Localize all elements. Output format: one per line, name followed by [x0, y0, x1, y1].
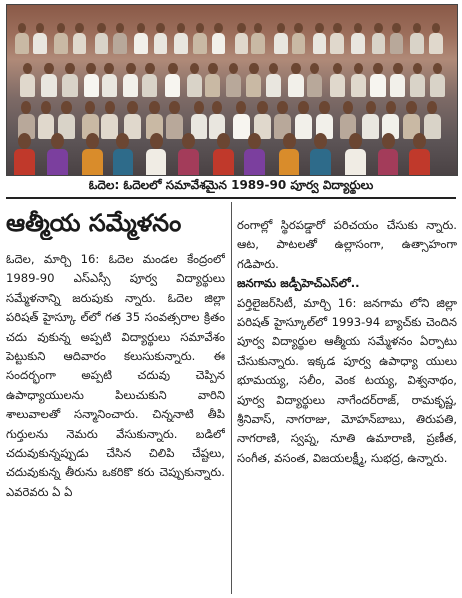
person-head — [413, 133, 426, 149]
person-head — [36, 23, 45, 33]
person-body — [174, 33, 188, 53]
person-head — [236, 101, 247, 114]
person-head — [149, 101, 160, 114]
person-head — [61, 101, 72, 114]
person-body — [378, 149, 399, 176]
person-head — [432, 23, 441, 33]
right-column-para-1: రంగాల్లో స్థిరపడ్డారో పరిచయం చేసుకు న్నారు. ఆట, పాటలతో ఉల్లాసంగా, ఉత్సాహంగా గడిపారు. — [237, 218, 457, 271]
person-head — [190, 63, 200, 74]
person-head — [212, 101, 223, 114]
person-head — [18, 133, 31, 149]
person-head — [127, 101, 138, 114]
person-body — [15, 33, 29, 53]
person-head — [86, 133, 99, 149]
person-body — [187, 74, 202, 97]
person-head — [249, 63, 259, 74]
person-head — [333, 63, 343, 74]
person-head — [41, 101, 52, 114]
person-body — [288, 74, 303, 97]
person-head — [277, 101, 288, 114]
person-head — [75, 23, 84, 33]
person-head — [51, 133, 64, 149]
person-body — [330, 33, 344, 53]
person-head — [105, 101, 116, 114]
person-head — [254, 23, 263, 33]
person-body — [310, 149, 331, 176]
person-head — [257, 101, 268, 114]
person-head — [214, 23, 223, 33]
person-head — [145, 63, 155, 74]
person-body — [345, 149, 366, 176]
person-head — [248, 133, 261, 149]
person-body — [330, 74, 345, 97]
person-body — [14, 149, 35, 176]
person-head — [86, 63, 96, 74]
photo-caption: ఓదెల: ఓదెలలో సమావేశమైన 1989-90 పూర్వ విద్యార్థులు — [88, 178, 374, 192]
person-body — [307, 74, 322, 97]
person-head — [393, 63, 403, 74]
person-head — [169, 101, 180, 114]
person-body — [279, 149, 300, 176]
person-body — [20, 74, 35, 97]
person-body — [33, 33, 47, 53]
article-right-column — [237, 216, 457, 596]
person-body — [166, 114, 183, 139]
person-body — [251, 33, 265, 53]
person-head — [116, 23, 125, 33]
right-column-para-2: పర్తిలైజర్‌సిటీ, మార్చి 16: జనగామ లోని జిల్లా పరిషత్ హైస్కూల్‌లో 1993-94 బ్యాచ్‌కు చెందిన పూర్వ విద్యార్థుల ఆత్మీయ సమ్మేళనం ఏర్పాటు చేసుకున్నారు. ఇక్కడ పూర్వ ఉపాధ్యా యులు భూమయ్య, సలీం, వెంక టయ్య, విశ్వనాథం, పూర్వ విద్యార్థులు నాగేందర్‌రాజ్, రామకృష్ణ, శ్రీనివాస్, నాగరాజు, మోహన్‌బాబు, తిరుపతి, నాగరాణి, స్వప్న, నూతి ఉమారాణి, ప్రణీత, సంగీత, వసంత, విజయలక్ష్మీ, సుభద్ర, ఉన్నారు. — [237, 295, 457, 465]
person-body — [101, 114, 118, 139]
person-body — [274, 33, 288, 53]
person-body — [409, 149, 430, 176]
person-head — [374, 23, 383, 33]
person-body — [113, 33, 127, 53]
person-body — [235, 33, 249, 53]
person-head — [392, 23, 401, 33]
person-head — [433, 63, 443, 74]
person-head — [229, 63, 239, 74]
person-body — [351, 74, 366, 97]
person-head — [294, 23, 303, 33]
person-body — [41, 74, 56, 97]
person-body — [102, 74, 117, 97]
person-body — [134, 33, 148, 53]
person-head — [319, 101, 330, 114]
person-head — [97, 23, 106, 33]
person-body — [82, 149, 103, 176]
person-head — [196, 23, 205, 33]
person-head — [150, 133, 163, 149]
person-head — [208, 63, 218, 74]
person-head — [277, 23, 286, 33]
person-body — [54, 33, 68, 53]
person-body — [410, 33, 424, 53]
person-body — [246, 74, 261, 97]
person-body — [62, 74, 77, 97]
person-head — [382, 133, 395, 149]
group-photo — [6, 4, 458, 176]
person-head — [354, 23, 363, 33]
person-body — [154, 33, 168, 53]
person-head — [217, 133, 230, 149]
person-head — [366, 101, 377, 114]
person-body — [213, 149, 234, 176]
person-body — [390, 74, 405, 97]
person-body — [146, 149, 167, 176]
person-head — [373, 63, 383, 74]
person-body — [429, 33, 443, 53]
person-head — [168, 63, 178, 74]
person-head — [137, 23, 146, 33]
article-left-column — [6, 250, 225, 596]
person-body — [95, 33, 109, 53]
person-head — [427, 101, 438, 114]
person-head — [194, 101, 205, 114]
person-head — [269, 63, 279, 74]
person-body — [390, 33, 404, 53]
person-body — [244, 149, 265, 176]
left-column-text: ఓదెల, మార్చి 16: ఓదెల మండల కేంద్రంలో 1989-90 ఎస్ఎస్సీ పూర్వ విద్యార్థులు సమ్మేళనాన్ని జరుపుకు న్నారు. ఓదెల జిల్లా పరిషత్ హైస్కూ ల్‌లో గత 35 సంవత్సరాల క్రితం చదు వుకున్న అప్పటి విద్యార్థులు సమావేశం పెట్టుకుని ఆదివారం కలుసుకున్నారు. ఈ సందర్భంగా అప్పటి చదువు చెప్పిన ఉపాధ్యాయులను పిలుచుకుని వారిని శాలువాలతో సన్మానించారు. చిన్ననాటి తీపి గుర్తులను నెమరు వేసుకున్నారు. బడిలో చదువుకున్నప్పుడు చేసిన చిలిపి చేష్టలు, చదువుకున్న తీరును ఒకరికొ కరు చెప్పుకున్నారు. ఎవరెవరు ఏ ఏ — [6, 252, 225, 499]
person-head — [406, 101, 417, 114]
person-body — [362, 114, 379, 139]
article-headline: ఆత్మీయ సమ్మేళనం — [6, 209, 182, 237]
person-body — [351, 33, 365, 53]
person-head — [182, 133, 195, 149]
person-head — [104, 63, 114, 74]
person-head — [349, 133, 362, 149]
person-body — [205, 74, 220, 97]
person-head — [291, 63, 301, 74]
person-head — [237, 23, 246, 33]
person-head — [21, 101, 32, 114]
person-body — [73, 33, 87, 53]
person-head — [354, 63, 364, 74]
person-head — [126, 63, 136, 74]
divider-rule — [6, 197, 456, 199]
person-body — [178, 149, 199, 176]
person-head — [44, 63, 54, 74]
person-body — [430, 74, 445, 97]
person-head — [413, 23, 422, 33]
person-head — [413, 63, 423, 74]
person-body — [165, 74, 180, 97]
person-body — [372, 33, 386, 53]
person-head — [57, 23, 66, 33]
person-body — [313, 33, 327, 53]
person-head — [116, 133, 129, 149]
person-body — [113, 149, 134, 176]
person-head — [18, 23, 27, 33]
person-body — [266, 74, 281, 97]
person-body — [295, 114, 312, 139]
person-head — [386, 101, 397, 114]
person-head — [315, 23, 324, 33]
person-body — [292, 33, 306, 53]
person-head — [177, 23, 186, 33]
person-head — [85, 101, 96, 114]
person-head — [343, 101, 354, 114]
person-body — [410, 74, 425, 97]
section-subhead: జనగామ జడ్పీహెచ్ఎస్‌లో.. — [237, 276, 360, 291]
person-body — [193, 33, 207, 53]
person-body — [123, 74, 138, 97]
person-head — [298, 101, 309, 114]
person-head — [283, 133, 296, 149]
person-head — [156, 23, 165, 33]
person-body — [233, 114, 250, 139]
person-body — [370, 74, 385, 97]
person-body — [226, 74, 241, 97]
person-body — [84, 74, 99, 97]
person-body — [212, 33, 226, 53]
person-head — [314, 133, 327, 149]
column-divider — [231, 202, 232, 594]
person-head — [23, 63, 33, 74]
person-body — [424, 114, 441, 139]
person-head — [65, 63, 75, 74]
person-head — [310, 63, 320, 74]
person-body — [47, 149, 68, 176]
person-head — [333, 23, 342, 33]
person-body — [142, 74, 157, 97]
